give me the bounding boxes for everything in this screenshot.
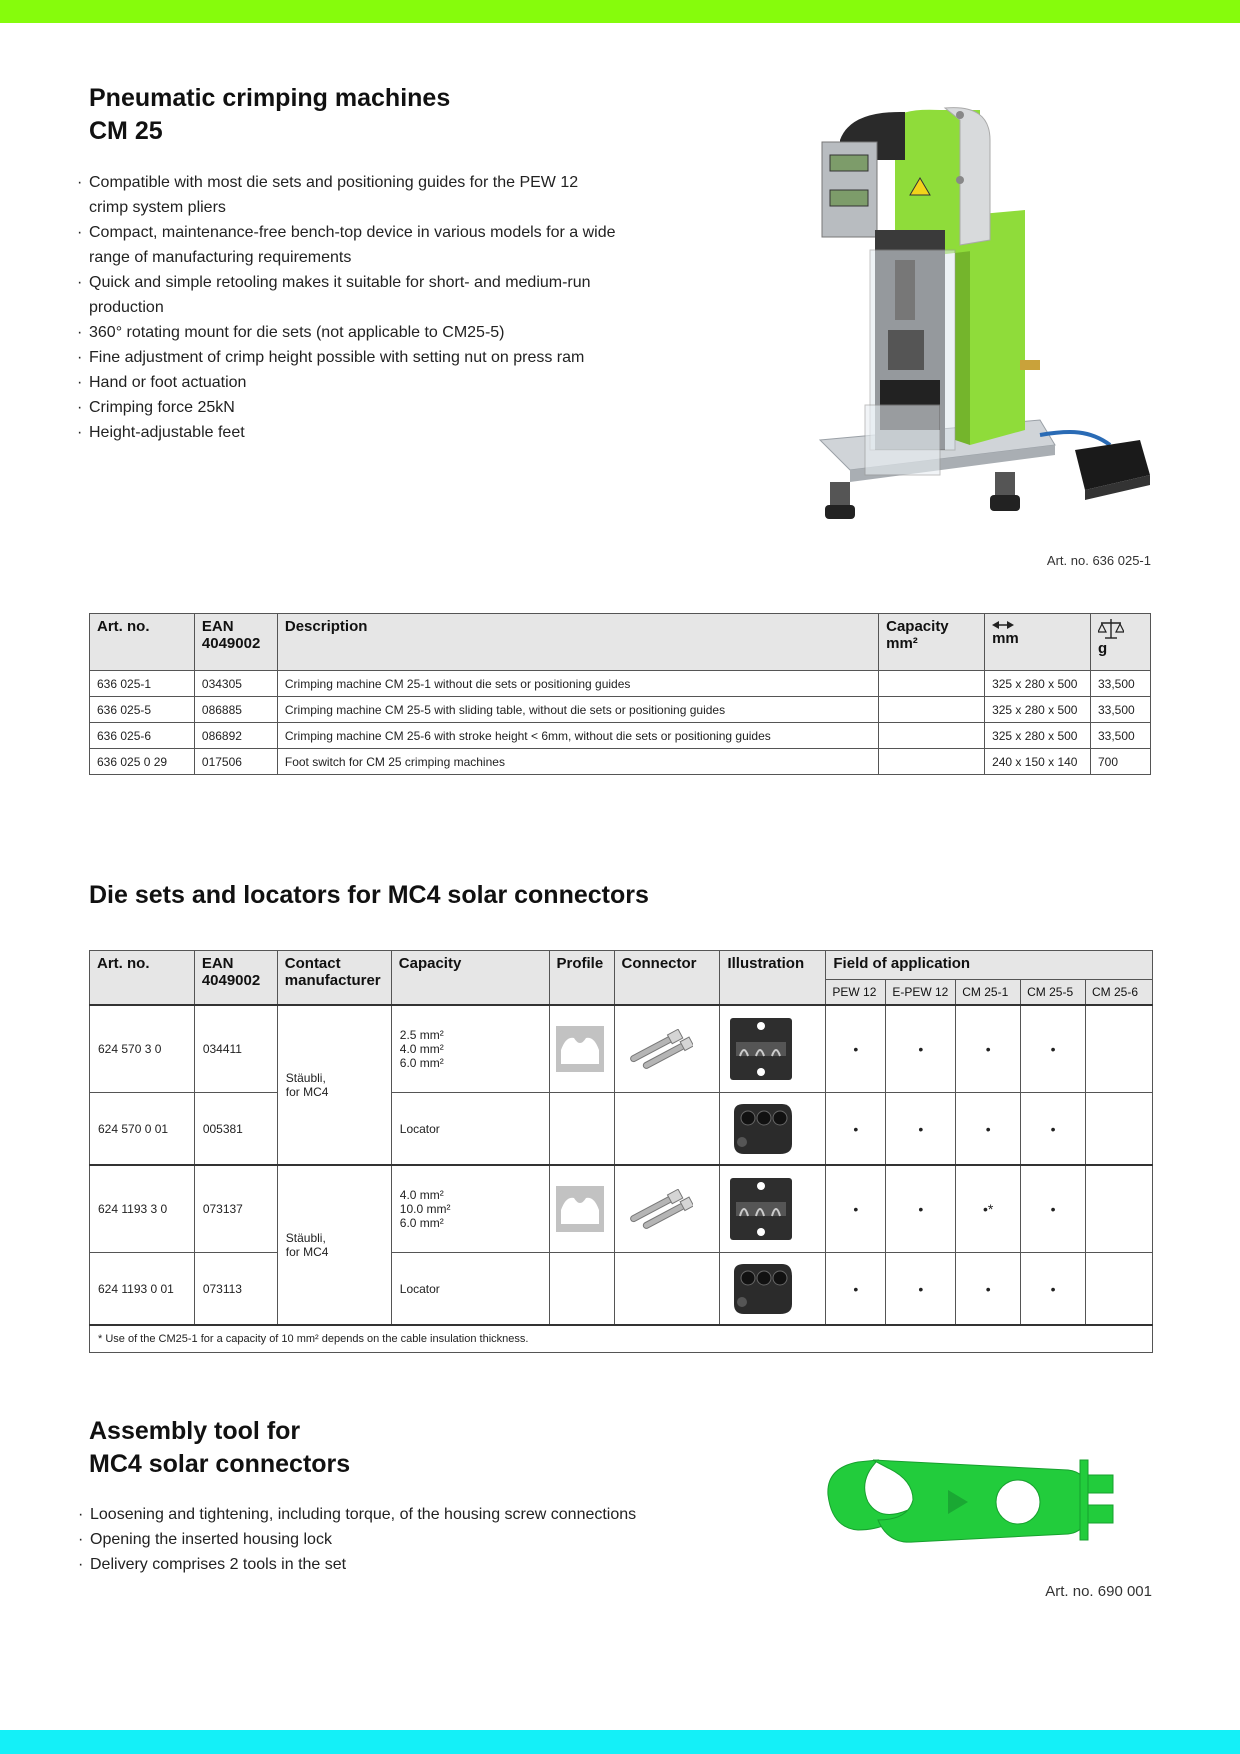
crimp-profile-icon [556,1186,604,1232]
feature-item: · Hand or foot actuation [77,370,617,395]
cell-cm25-1: • [956,1005,1021,1093]
cell-art-no: 636 025 0 29 [90,749,195,775]
cell-art-no: 636 025-5 [90,697,195,723]
cell-connector [614,1253,720,1326]
cell-cm25-6 [1086,1253,1153,1326]
col-weight: g [1090,614,1150,671]
cell-cm25-1: • [956,1093,1021,1166]
cell-cm25-5: • [1021,1093,1086,1166]
cell-weight: 700 [1090,749,1150,775]
cell-capacity [879,671,985,697]
cell-illustration [720,1165,826,1253]
cell-art-no: 636 025-6 [90,723,195,749]
cell-cm25-6 [1086,1093,1153,1166]
section-title-die-sets: Die sets and locators for MC4 solar connectors [89,881,649,909]
col-cm25-5: CM 25-5 [1021,980,1086,1006]
cell-illustration [720,1093,826,1166]
cell-ean: 086892 [194,723,277,749]
col-e-pew12: E-PEW 12 [886,980,956,1006]
cell-e-pew12: • [886,1005,956,1093]
col-art-no: Art. no. [90,614,195,671]
cell-description: Crimping machine CM 25-5 with sliding table, without die sets or positioning guides [277,697,878,723]
title-line-2: MC4 solar connectors [89,1450,351,1478]
feature-item: · Quick and simple retooling makes it suitable for short- and medium-run production [77,270,617,320]
table-row [90,1093,1153,1166]
feature-item: · Compatible with most die sets and positioning guides for the PEW 12 crimp system pliers [77,170,617,220]
cell-art-no: 624 570 0 01 [90,1093,195,1166]
cell-description: Crimping machine CM 25-1 without die sets or positioning guides [277,671,878,697]
connector-contacts-icon [623,1189,693,1229]
col-capacity: Capacity mm² [879,614,985,671]
cell-art-no: 624 1193 3 0 [90,1165,195,1253]
table-footnote-row [90,1325,1153,1353]
cell-ean: 034411 [194,1005,277,1093]
feature-item: · Compact, maintenance-free bench-top device in various models for a wide range of manufacturing requirements [77,220,617,270]
title-line-2: CM 25 [89,117,163,145]
col-illustration: Illustration [720,951,826,1006]
col-art-no: Art. no. [90,951,195,1006]
cell-cm25-5: • [1021,1005,1086,1093]
feature-list-assembly-tool [78,1502,698,1577]
feature-item: · Crimping force 25kN [77,395,617,420]
table-row [90,723,1151,749]
feature-item: · 360° rotating mount for die sets (not applicable to CM25-5) [77,320,617,345]
cell-capacity [879,749,985,775]
cell-connector [614,1165,720,1253]
feature-item: · Opening the inserted housing lock [78,1527,698,1552]
table-row [90,697,1151,723]
table-header-row [90,951,1153,980]
machines-table [89,613,1151,775]
title-line-1: Pneumatic crimping machines [89,84,451,112]
cell-pew12: • [826,1253,886,1326]
cell-dimensions: 240 x 150 x 140 [985,749,1091,775]
feature-list-crimping [77,170,617,445]
col-field-of-application: Field of application [826,951,1153,980]
cell-ean: 086885 [194,697,277,723]
col-connector: Connector [614,951,720,1006]
cell-e-pew12: • [886,1165,956,1253]
cell-dimensions: 325 x 280 x 500 [985,671,1091,697]
col-description: Description [277,614,878,671]
cell-ean: 034305 [194,671,277,697]
bottom-color-bar [0,1730,1240,1754]
cell-capacity: 4.0 mm² 10.0 mm² 6.0 mm² [391,1165,549,1253]
locator-image [728,1102,794,1156]
col-pew12: PEW 12 [826,980,886,1006]
table-row [90,1005,1153,1093]
section-title-assembly-tool [89,1415,350,1481]
table-row [90,1253,1153,1326]
connector-contacts-icon [623,1029,693,1069]
crimping-machine-image [810,100,1155,540]
cell-cm25-5: • [1021,1253,1086,1326]
cell-weight: 33,500 [1090,723,1150,749]
cell-description: Foot switch for CM 25 crimping machines [277,749,878,775]
cell-art-no: 624 570 3 0 [90,1005,195,1093]
col-cm25-6: CM 25-6 [1086,980,1153,1006]
cell-profile [549,1005,614,1093]
cell-capacity [879,697,985,723]
cell-dimensions: 325 x 280 x 500 [985,723,1091,749]
col-profile: Profile [549,951,614,1006]
table-footnote: * Use of the CM25-1 for a capacity of 10 mm² depends on the cable insulation thickness. [90,1325,1153,1353]
col-dimensions: mm [985,614,1091,671]
table-row [90,749,1151,775]
cell-ean: 073113 [194,1253,277,1326]
cell-cm25-5: • [1021,1165,1086,1253]
cell-pew12: • [826,1093,886,1166]
crimp-profile-icon [556,1026,604,1072]
feature-item: · Fine adjustment of crimp height possible with setting nut on press ram [77,345,617,370]
cell-cm25-1: • [956,1253,1021,1326]
col-cm25-1: CM 25-1 [956,980,1021,1006]
cell-capacity: Locator [391,1093,549,1166]
cell-connector [614,1005,720,1093]
tool-image-caption: Art. no. 690 001 [1045,1583,1152,1600]
cell-ean: 005381 [194,1093,277,1166]
feature-item: · Delivery comprises 2 tools in the set [78,1552,698,1577]
table-row [90,671,1151,697]
locator-image [728,1262,794,1316]
cell-weight: 33,500 [1090,697,1150,723]
die-set-image [728,1016,794,1082]
cell-profile [549,1093,614,1166]
cell-description: Crimping machine CM 25-6 with stroke height < 6mm, without die sets or positioning guides [277,723,878,749]
cell-dimensions: 325 x 280 x 500 [985,697,1091,723]
cell-illustration [720,1005,826,1093]
cell-pew12: • [826,1005,886,1093]
cell-art-no: 624 1193 0 01 [90,1253,195,1326]
table-header-row [90,614,1151,671]
cell-manufacturer: Stäubli, for MC4 [277,1005,391,1165]
cell-profile [549,1253,614,1326]
cell-cm25-6 [1086,1165,1153,1253]
cell-cm25-6 [1086,1005,1153,1093]
machine-image-caption: Art. no. 636 025-1 [1046,553,1151,568]
col-contact-manufacturer: Contact manufacturer [277,951,391,1006]
cell-pew12: • [826,1165,886,1253]
cell-capacity: 2.5 mm² 4.0 mm² 6.0 mm² [391,1005,549,1093]
cell-profile [549,1165,614,1253]
cell-capacity [879,723,985,749]
top-color-bar [0,0,1240,23]
title-line-1: Assembly tool for [89,1417,301,1445]
col-ean: EAN 4049002 [194,951,277,1006]
die-set-image [728,1176,794,1242]
cell-illustration [720,1253,826,1326]
cell-ean: 073137 [194,1165,277,1253]
section-title-crimping-machines [89,82,450,148]
cell-connector [614,1093,720,1166]
cell-art-no: 636 025-1 [90,671,195,697]
cell-ean: 017506 [194,749,277,775]
weight-scale-icon [1098,618,1124,640]
assembly-tool-image [818,1450,1148,1560]
dimensions-arrows-icon [992,620,1014,630]
cell-manufacturer: Stäubli, for MC4 [277,1165,391,1325]
cell-cm25-1: •* [956,1165,1021,1253]
cell-capacity: Locator [391,1253,549,1326]
table-row [90,1165,1153,1253]
cell-e-pew12: • [886,1253,956,1326]
col-capacity: Capacity [391,951,549,1006]
feature-item: · Loosening and tightening, including torque, of the housing screw connections [78,1502,698,1527]
cell-e-pew12: • [886,1093,956,1166]
col-ean: EAN 4049002 [194,614,277,671]
cell-weight: 33,500 [1090,671,1150,697]
feature-item: · Height-adjustable feet [77,420,617,445]
die-sets-table [89,950,1153,1353]
